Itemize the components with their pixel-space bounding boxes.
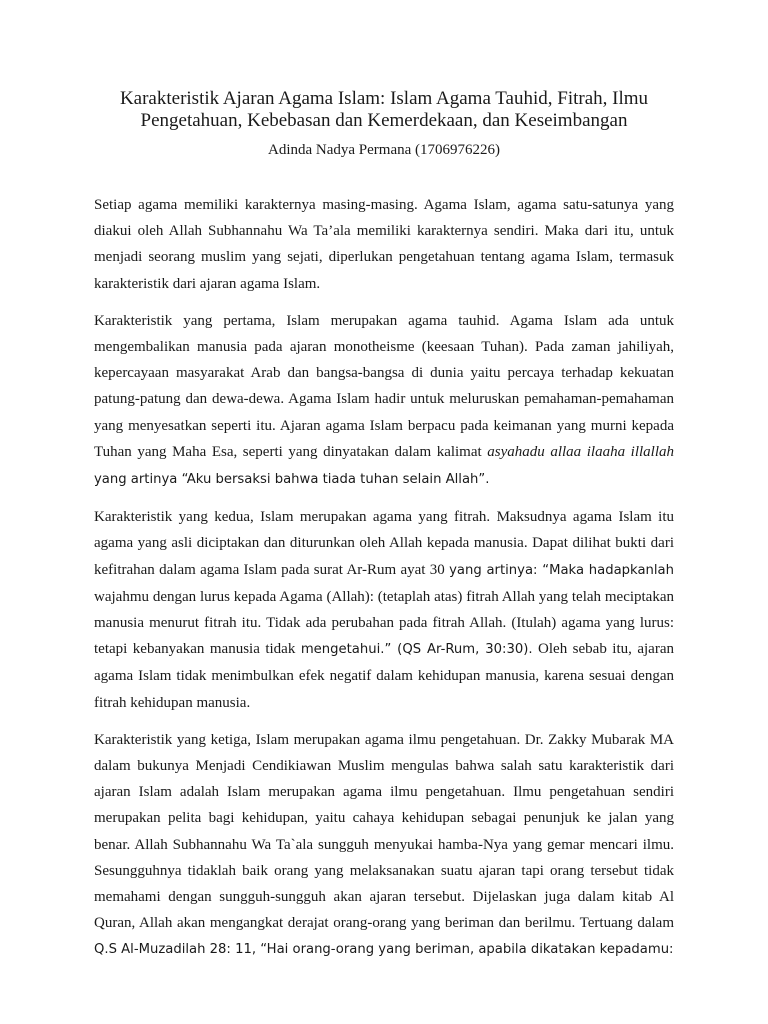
paragraph-intro: Setiap agama memiliki karakternya masing-masing. Agama Islam, agama satu-satunya yang diakui oleh Allah Subhannahu Wa Ta’ala memiliki karakternya sendiri. Maka dari itu, untuk menjadi seorang muslim yang sejati, diperlukan pengetahuan tentang agama Islam, termasuk karakteristik dari ajaran agama Islam. <box>94 197 674 292</box>
document-body <box>94 192 674 964</box>
paragraph-tauhid-italic: asyahadu allaa ilaaha illallah <box>487 443 674 460</box>
paragraph-fitrah-quote: wajahmu dengan lurus kepada Agama (Allah): (tetaplah atas) fitrah Allah yang telah meciptakan manusia menurut fitrah itu. Tidak ada perubahan pada fitrah Allah. (Itulah) agama yang lurus: tetapi kebanyakan manusia tidak <box>94 588 674 658</box>
paragraph-ilmu-quote: Q.S Al-Muzadilah 28: 11, “Hai orang-orang yang beriman, apabila dikatakan kepadamu: <box>94 942 674 958</box>
paragraph-fitrah-text: Karakteristik yang kedua, Islam merupakan agama yang fitrah. Maksudnya agama Islam itu agama yang asli diciptakan dan diturunkan oleh Allah kepada manusia. Dapat dilihat bukti dari kefitrahan dalam agama Islam pada surat Ar-Rum ayat 30 <box>94 509 674 578</box>
document-title: Karakteristik Ajaran Agama Islam: Islam Agama Tauhid, Fitrah, Ilmu Pengetahuan, Kebebasan dan Kemerdekaan, dan Keseimbangan <box>119 88 649 131</box>
paragraph-tauhid-tail: yang artinya “Aku bersaksi bahwa tiada tuhan selain Allah”. <box>94 472 490 488</box>
paragraph-fitrah-citation: mengetahui.” (QS Ar-Rum, 30:30). <box>300 642 533 658</box>
paragraph-fitrah <box>94 504 674 716</box>
paragraph-fitrah-tail: Oleh sebab itu, ajaran agama Islam tidak menimbulkan efek negatif dalam kehidupan manusia, karena sesuai dengan fitrah kehidupan manusia. <box>94 641 674 711</box>
paragraph-tauhid-text: Karakteristik yang pertama, Islam merupakan agama tauhid. Agama Islam ada untuk mengembalikan manusia pada ajaran monotheisme (keesaan Tuhan). Pada zaman jahiliyah, kepercayaan masyarakat Arab dan bangsa-bangsa di dunia yaitu percaya terhadap kekuatan patung-patung dan dewa-dewa. Agama Islam hadir untuk meluruskan pemahaman-pemahaman yang menyesatkan seperti itu. Ajaran agama Islam berpacu pada keimanan yang murni kepada Tuhan yang Maha Esa, seperti yang dinyatakan dalam kalimat <box>94 312 674 460</box>
paragraph-ilmu <box>94 727 674 964</box>
paragraph-fitrah-quote-start: yang artinya: “Maka hadapkanlah <box>449 562 674 578</box>
paragraph-tauhid <box>94 308 674 493</box>
paragraph-ilmu-text: Karakteristik yang ketiga, Islam merupakan agama ilmu pengetahuan. Dr. Zakky Mubarak MA dalam bukunya Menjadi Cendikiawan Muslim mengulas bahwa salah satu karakteristik dari ajaran Islam adalah Islam merupakan agama ilmu pengetahuan. Ilmu pengetahuan sendiri merupakan pelita bagi kehidupan, yaitu cahaya kehidupan sebagai penunjuk ke jalan yang benar. Allah Subhannahu Wa Ta`ala sungguh menyukai hamba-Nya yang gemar mencari ilmu. Sesungguhnya tidaklah baik orang yang melaksanakan suatu ajaran tapi orang tersebut tidak memahami dengan sungguh-sungguh akan ajaran tersebut. Dijelaskan juga dalam kitab Al Quran, Allah akan mengangkat derajat orang-orang yang beriman dan berilmu. Tertuang dalam <box>94 731 674 932</box>
author-line: Adinda Nadya Permana (1706976226) <box>267 142 501 158</box>
